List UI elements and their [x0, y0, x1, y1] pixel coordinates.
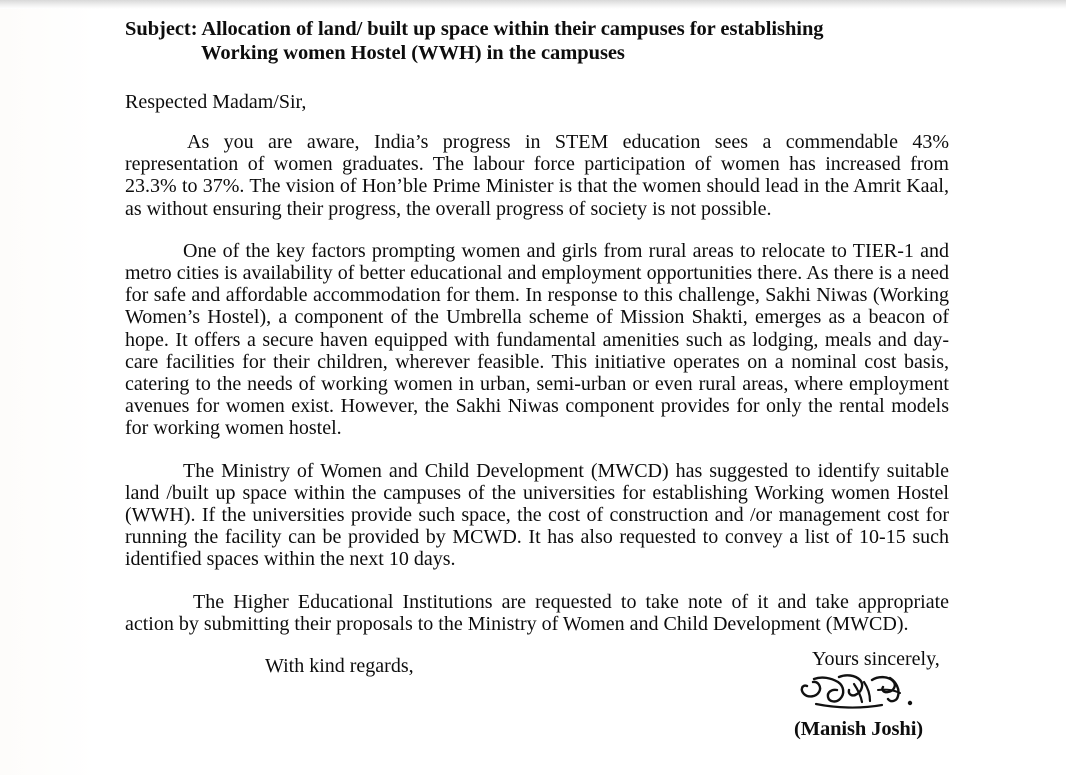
paragraph-1: As you are aware, India’s progress in STEM education sees a commendable 43% representation of women graduates. The labour force participation of women has increased from 23.3% to 37%. The vision of Hon’ble Prime Minister is that the women should lead in the Amrit Kaal, as without ensuring their progress, the overall progress of society is not possible. [125, 131, 949, 220]
subject-line-2: Working women Hostel (WWH) in the campuses [201, 42, 625, 64]
paragraph-4: The Higher Educational Institutions are requested to take note of it and take appropriate action by submitting their proposals to the Ministry of Women and Child Development (MWCD). [125, 590, 949, 635]
scan-top-edge [0, 0, 1066, 9]
subject-heading [125, 18, 949, 65]
paragraph-2: One of the key factors prompting women and girls from rural areas to relocate to TIER-1 and metro cities is availability of better educational and employment opportunities there. As there is a need for safe and affordable accommodation for them. In response to this challenge, Sakhi Niwas (Working Women’s Hostel), a component of the Umbrella scheme of Mission Shakti, emerges as a beacon of hope. It offers a secure haven equipped with fundamental amenities such as lodging, meals and day-care facilities for their children, wherever feasible. This initiative operates on a nominal cost basis, catering to the needs of working women in urban, semi-urban or even rural areas, where employment avenues for women exist. However, the Sakhi Niwas component provides for only the rental models for working women hostel. [125, 239, 949, 440]
scan-tint [0, 0, 96, 775]
subject-line-1: Subject: Allocation of land/ built up space within their campuses for establishing [125, 18, 824, 40]
signature-block [686, 648, 956, 740]
signatory-name: (Manish Joshi) [794, 718, 924, 740]
letter-body [125, 18, 949, 677]
handwritten-signature-icon [686, 670, 956, 718]
paragraph-3: The Ministry of Women and Child Development (MWCD) has suggested to identify suitable land /built up space within the campuses of the universities for establishing Working women Hostel (WWH). If the universities provide such space, the cost of construction and /or management cost for running the facility can be provided by MCWD. It has also requested to convey a list of 10-15 such identified spaces within the next 10 days. [125, 459, 949, 571]
regards-line: With kind regards, [265, 655, 414, 678]
salutation: Respected Madam/Sir, [125, 91, 307, 113]
valediction: Yours sincerely, [812, 648, 940, 670]
